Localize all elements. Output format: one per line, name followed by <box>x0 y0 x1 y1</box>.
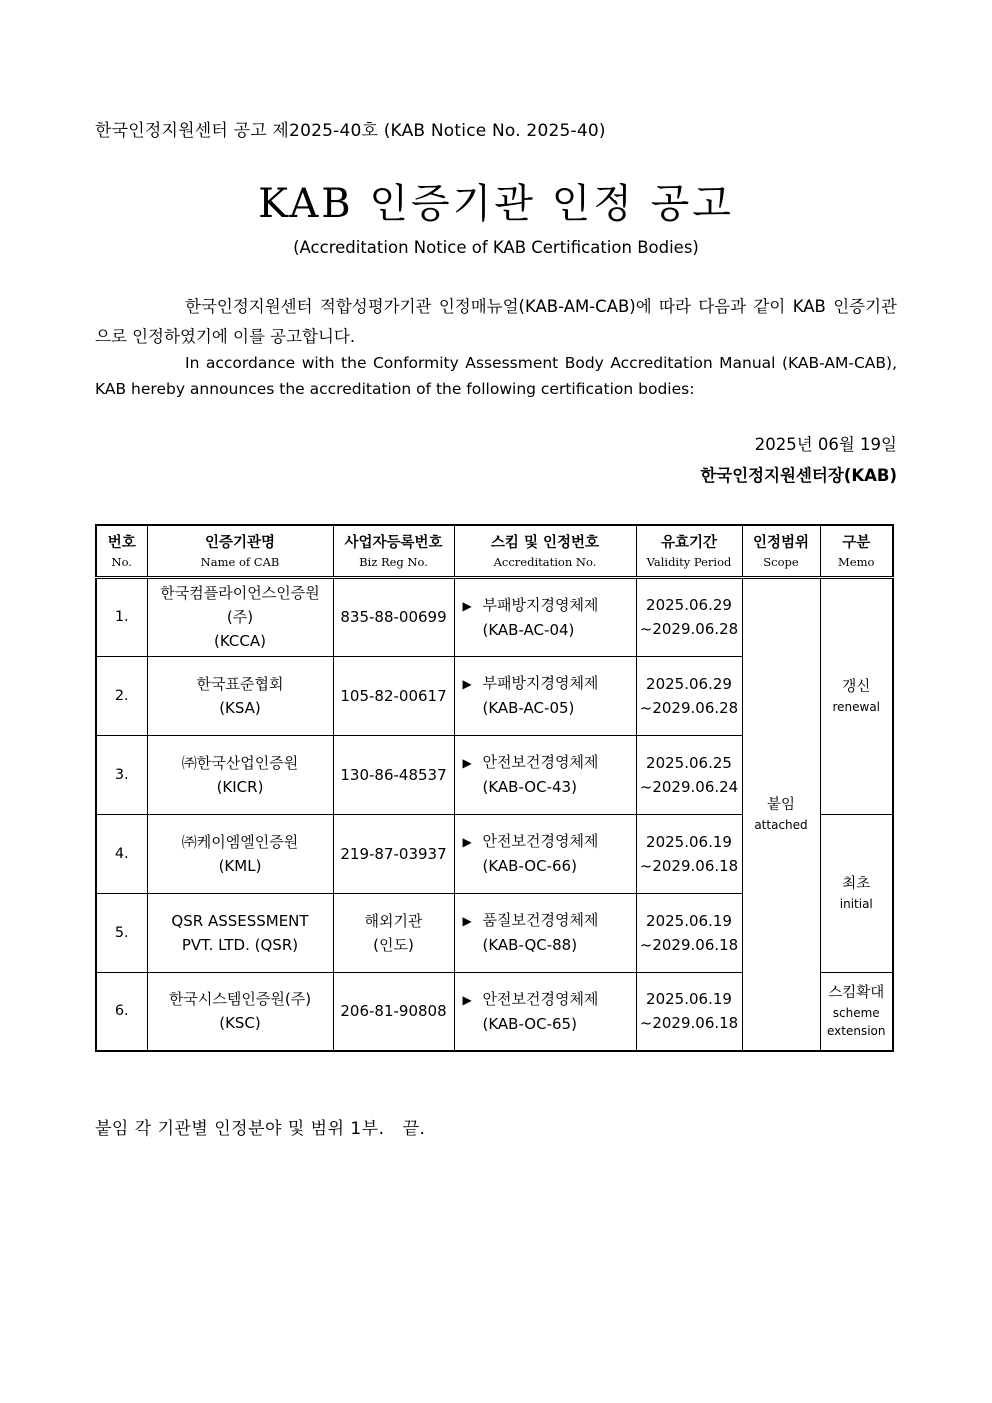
cab-table <box>95 524 894 1052</box>
col-header-en: Name of CAB <box>200 554 280 569</box>
biz-reg-no <box>333 972 454 1051</box>
validity-start: 2025.06.19 <box>646 832 732 851</box>
col-header-validity <box>636 525 742 577</box>
cab-name-line2: (KICR) <box>216 777 264 796</box>
accreditation-no: (KAB-AC-04) <box>482 620 575 639</box>
row-number: 2. <box>96 656 147 735</box>
scheme-cell <box>454 814 636 893</box>
biz-reg-line1: 206-81-90808 <box>340 1002 447 1021</box>
triangle-icon: ▶ <box>462 914 472 928</box>
memo-scheme-extension <box>820 972 893 1051</box>
memo-initial <box>820 814 893 972</box>
biz-reg-no <box>333 735 454 814</box>
validity-end: ~2029.06.28 <box>639 620 739 638</box>
memo-ko: 스킴확대 <box>828 985 885 1002</box>
col-header-ko: 스킴 및 인정번호 <box>490 534 600 551</box>
cab-name-line2: (KSA) <box>219 698 261 717</box>
cab-name <box>147 577 333 656</box>
biz-reg-line1: 해외기관 <box>364 911 423 930</box>
col-header-en: Memo <box>838 554 875 569</box>
validity-period <box>636 814 742 893</box>
cab-name-line1: ㈜케이엠엘인증원 <box>181 832 299 851</box>
cab-name-line1: 한국표준협회 <box>196 674 284 693</box>
triangle-icon: ▶ <box>462 677 472 691</box>
scope-cell <box>742 577 820 1051</box>
biz-reg-line1: 835-88-00699 <box>340 608 447 626</box>
cab-name <box>147 735 333 814</box>
memo-en-line1: scheme <box>832 1006 880 1021</box>
scheme-name: 부패방지경영체제 <box>482 595 599 614</box>
cab-name-line2: (KSC) <box>219 1014 261 1033</box>
validity-start: 2025.06.29 <box>646 596 732 614</box>
scheme-name: 안전보건경영체제 <box>482 989 599 1008</box>
row-number: 5. <box>96 893 147 972</box>
col-header-en: Accreditation No. <box>493 554 597 569</box>
col-header-en: Biz Reg No. <box>359 554 428 569</box>
scope-en: attached <box>754 818 808 833</box>
scheme-name: 안전보건경영체제 <box>482 832 599 850</box>
biz-reg-line1: 130-86-48537 <box>340 765 447 784</box>
col-header-biz <box>333 525 454 577</box>
accreditation-no: (KAB-OC-43) <box>482 778 577 796</box>
col-header-ko: 유효기간 <box>660 534 718 551</box>
col-header-ko: 인정범위 <box>752 534 810 551</box>
notice-number: 한국인정지원센터 공고 제2025-40호 (KAB Notice No. 2025-40) <box>95 121 606 141</box>
validity-end: ~2029.06.28 <box>639 698 739 717</box>
scheme-cell <box>454 735 636 814</box>
validity-period <box>636 656 742 735</box>
biz-reg-no <box>333 893 454 972</box>
col-header-memo <box>820 525 893 577</box>
scheme-name: 품질보건경영체제 <box>482 911 599 929</box>
validity-start: 2025.06.19 <box>646 990 732 1009</box>
validity-period <box>636 735 742 814</box>
attachment-text: 붙임 각 기관별 인정분야 및 범위 1부. <box>95 1119 385 1139</box>
biz-reg-no <box>333 656 454 735</box>
cab-name-line1: ㈜한국산업인증원 <box>181 753 299 772</box>
scheme-cell <box>454 972 636 1051</box>
col-header-ko: 사업자등록번호 <box>344 534 443 551</box>
biz-reg-line1: 105-82-00617 <box>340 686 447 705</box>
row-number: 6. <box>96 972 147 1051</box>
cab-name-line1: 한국시스템인증원(주) <box>168 990 312 1009</box>
cab-name-line1: 한국컴플라이언스인증원(주) <box>160 584 320 626</box>
validity-period <box>636 972 742 1051</box>
cab-name-line2: (KML) <box>218 856 262 875</box>
triangle-icon: ▶ <box>462 992 472 1007</box>
scheme-cell <box>454 656 636 735</box>
memo-renewal <box>820 577 893 814</box>
scheme-name: 안전보건경영체제 <box>482 753 599 771</box>
validity-start: 2025.06.25 <box>646 753 732 772</box>
biz-reg-line1: 219-87-03937 <box>340 844 447 863</box>
table-header-row <box>96 525 893 577</box>
biz-reg-no <box>333 814 454 893</box>
cab-name <box>147 972 333 1051</box>
validity-end: ~2029.06.18 <box>639 856 739 875</box>
col-header-scheme <box>454 525 636 577</box>
cab-name-line2: (KCCA) <box>214 632 266 650</box>
biz-reg-line2: (인도) <box>373 935 414 954</box>
cab-name <box>147 893 333 972</box>
memo-en: initial <box>839 897 873 911</box>
body-korean <box>95 292 897 352</box>
body-korean-text: 한국인정지원센터 적합성평가기관 인정매뉴얼(KAB-AM-CAB)에 따라 다음과 같이 KAB 인증기관으로 인정하였기에 이를 공고합니다. <box>95 297 897 346</box>
cab-name <box>147 814 333 893</box>
col-header-no <box>96 525 147 577</box>
memo-en: renewal <box>832 700 881 714</box>
row-number: 4. <box>96 814 147 893</box>
accreditation-no: (KAB-QC-88) <box>482 936 578 954</box>
row-number: 3. <box>96 735 147 814</box>
validity-period <box>636 893 742 972</box>
validity-end: ~2029.06.24 <box>639 777 739 796</box>
accreditation-no: (KAB-OC-65) <box>482 1014 577 1033</box>
cab-name-line1: QSR ASSESSMENT <box>171 911 309 930</box>
triangle-icon: ▶ <box>462 598 472 613</box>
accreditation-no: (KAB-AC-05) <box>482 699 575 717</box>
attachment-note <box>95 1114 425 1139</box>
row-number: 1. <box>96 577 147 656</box>
accreditation-no: (KAB-OC-66) <box>482 857 577 875</box>
memo-en-line2: extension <box>827 1024 886 1039</box>
col-header-ko: 번호 <box>107 534 136 551</box>
memo-ko: 최초 <box>842 876 871 892</box>
body-english <box>95 350 897 402</box>
end-mark: 끝. <box>402 1119 426 1139</box>
body-english-text: In accordance with the Conformity Assessment Body Accreditation Manual (KAB-AM-CAB), KAB hereby announces the accreditation of the following certification bodies: <box>95 354 897 398</box>
col-header-en: Scope <box>763 554 799 569</box>
col-header-ko: 구분 <box>842 534 871 551</box>
validity-start: 2025.06.19 <box>646 911 732 930</box>
col-header-en: Validity Period <box>646 554 732 569</box>
triangle-icon: ▶ <box>462 756 472 770</box>
issuer: 한국인정지원센터장(KAB) <box>700 466 897 485</box>
cab-name <box>147 656 333 735</box>
scheme-name: 부패방지경영체제 <box>482 674 599 692</box>
validity-start: 2025.06.29 <box>646 674 732 693</box>
memo-ko: 갱신 <box>842 679 871 695</box>
col-header-scope <box>742 525 820 577</box>
page-subtitle: (Accreditation Notice of KAB Certification Bodies) <box>293 238 699 257</box>
scheme-cell <box>454 893 636 972</box>
notice-date: 2025년 06월 19일 <box>754 435 897 454</box>
triangle-icon: ▶ <box>462 835 472 849</box>
validity-end: ~2029.06.18 <box>639 935 739 954</box>
page-title: KAB 인증기관 인정 공고 <box>258 181 734 227</box>
col-header-ko: 인증기관명 <box>204 534 276 551</box>
col-header-name <box>147 525 333 577</box>
biz-reg-no <box>333 577 454 656</box>
scheme-cell <box>454 577 636 656</box>
validity-end: ~2029.06.18 <box>639 1014 739 1033</box>
scope-ko: 붙임 <box>766 797 795 814</box>
validity-period <box>636 577 742 656</box>
table-row <box>96 577 893 656</box>
cab-name-line2: PVT. LTD. (QSR) <box>181 935 299 954</box>
col-header-en: No. <box>111 554 132 569</box>
